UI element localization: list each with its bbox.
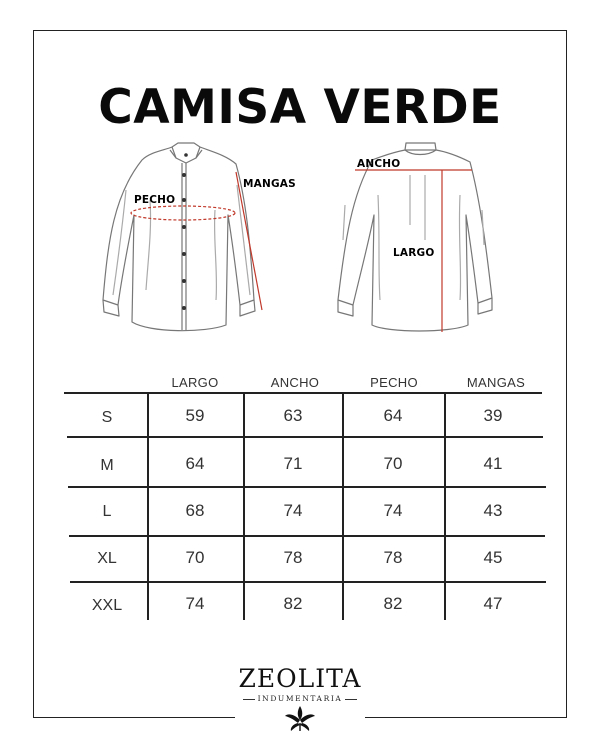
- shirt-illustrations: [0, 0, 600, 360]
- column-header-pecho: PECHO: [370, 375, 418, 390]
- brand-tagline: INDUMENTARIA: [257, 694, 343, 703]
- shirt-back-drawing: [338, 143, 492, 331]
- size-label: L: [102, 503, 112, 520]
- iris-logo-icon: [281, 702, 319, 732]
- value-pecho: 74: [383, 501, 403, 520]
- table-divider: [342, 393, 344, 620]
- size-label: M: [100, 457, 114, 474]
- value-mangas: 41: [483, 454, 503, 473]
- table-rule: [68, 486, 546, 488]
- page-title: CAMISA VERDE: [98, 80, 502, 135]
- value-largo: 70: [185, 548, 205, 567]
- table-divider: [243, 393, 245, 620]
- value-ancho: 71: [283, 454, 303, 473]
- value-mangas: 39: [483, 406, 503, 425]
- size-label: S: [101, 409, 113, 426]
- value-mangas: 47: [483, 594, 503, 613]
- value-largo: 59: [185, 406, 205, 425]
- callout-pecho: PECHO: [134, 194, 176, 206]
- value-pecho: 82: [383, 594, 403, 613]
- brand-name: ZEOLITA: [238, 664, 362, 693]
- size-label: XXL: [91, 597, 123, 614]
- value-mangas: 45: [483, 548, 503, 567]
- table-rule: [69, 535, 545, 537]
- size-label: XL: [97, 550, 117, 567]
- column-header-mangas: MANGAS: [466, 375, 526, 390]
- callout-mangas: MANGAS: [243, 178, 296, 190]
- value-ancho: 63: [283, 406, 303, 425]
- value-ancho: 82: [283, 594, 303, 613]
- column-header-largo: LARGO: [171, 375, 219, 390]
- value-ancho: 78: [283, 548, 303, 567]
- value-largo: 64: [185, 454, 205, 473]
- value-mangas: 43: [483, 501, 503, 520]
- value-largo: 74: [185, 594, 205, 613]
- callout-ancho: ANCHO: [357, 158, 401, 170]
- value-pecho: 78: [383, 548, 403, 567]
- column-header-ancho: ANCHO: [270, 375, 320, 390]
- table-rule: [70, 581, 546, 583]
- table-rule: [67, 436, 543, 438]
- table-divider: [444, 393, 446, 620]
- shirt-front-buttons: [182, 153, 188, 310]
- value-pecho: 64: [383, 406, 403, 425]
- value-pecho: 70: [383, 454, 403, 473]
- callout-largo: LARGO: [393, 247, 435, 259]
- table-rule: [64, 392, 542, 394]
- value-largo: 68: [185, 501, 205, 520]
- value-ancho: 74: [283, 501, 303, 520]
- shirt-front-drawing: [103, 143, 255, 331]
- chest-measure-line: [131, 206, 235, 220]
